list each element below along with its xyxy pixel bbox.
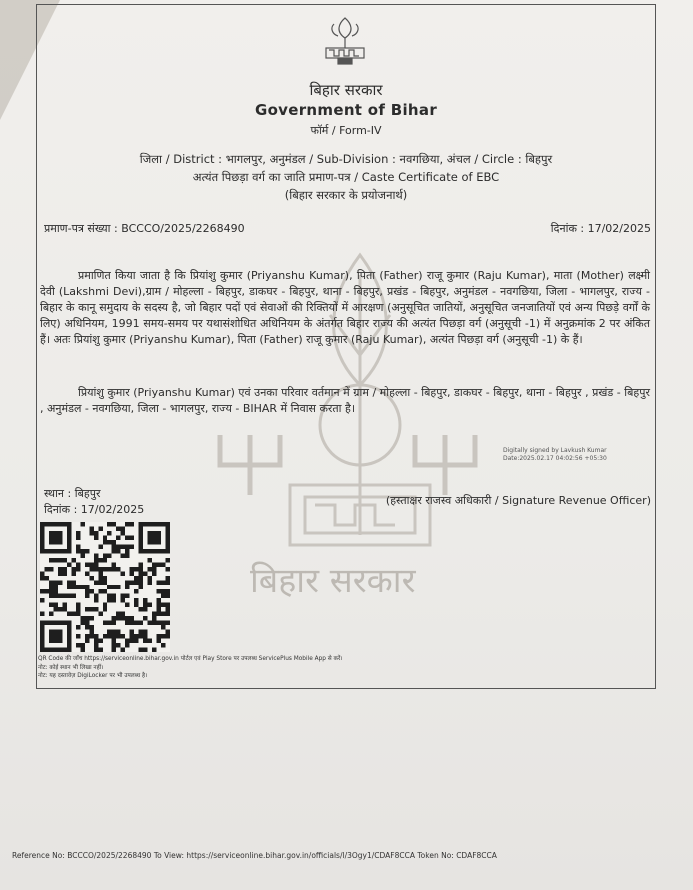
- digital-signature: [503, 447, 607, 463]
- digital-signature-date: Date:2025.02.17 04:02:56 +05:30: [503, 455, 607, 462]
- qr-note-line: नोट: यह दस्तावेज़ DigiLocker पर भी उपलब्ध है।: [38, 673, 148, 679]
- certificate-date: दिनांक : 17/02/2025: [550, 222, 651, 235]
- signatory-label: (हस्ताक्षर राजस्व अधिकारी / Signature Revenue Officer): [385, 494, 651, 507]
- qr-notes: [38, 655, 343, 681]
- qr-note-line: QR Code की जाँच https://serviceonline.bihar.gov.in पोर्टल एवं Play Store पर उपलब्ध ServicePlus Mobile App से करें।: [38, 656, 343, 662]
- title-hindi: बिहार सरकार: [309, 81, 383, 99]
- state-emblem-icon: [320, 14, 370, 66]
- issue-date: दिनांक : 17/02/2025: [44, 503, 145, 516]
- watermark-text: बिहार सरकार: [250, 561, 416, 601]
- reference-footer: Reference No: BCCCO/2025/2268490 To View: https://serviceonline.bihar.gov.in/officials/l/3Ogy1/CDAF8CCA Token No: CDAF8CCA: [12, 851, 497, 860]
- digital-signature-signer: Digitally signed by Lavkush Kumar: [503, 447, 607, 454]
- issue-place: स्थान : बिहपुर: [44, 487, 101, 500]
- certificate-number: प्रमाण-पत्र संख्या : BCCCO/2025/2268490: [44, 222, 245, 235]
- certificate-purpose: (बिहार सरकार के प्रयोजनार्थ): [284, 188, 408, 202]
- jurisdiction-line: जिला / District : भागलपुर, अनुमंडल / Sub-Division : नवगछिया, अंचल / Circle : बिहपुर: [139, 152, 553, 166]
- form-label: फॉर्म / Form-IV: [310, 124, 382, 137]
- issue-place-date: [44, 486, 144, 518]
- certificate-paragraph-2: प्रियांशु कुमार (Priyanshu Kumar) एवं उनका परिवार वर्तमान में ग्राम / मोहल्ला - बिहपुर, डाकघर - बिहपुर, थाना - बिहपुर , प्रखंड - बिहपुर , अनुमंडल - नवगछिया, जिला - भागलपुर, राज्य - BIHAR में निवास करता है।: [40, 386, 650, 415]
- title-english: Government of Bihar: [254, 101, 438, 119]
- qr-note-line: नोट: कोई स्थान भी लिखा नहीं।: [38, 664, 104, 671]
- certificate-title: अत्यंत पिछड़ा वर्ग का जाति प्रमाण-पत्र / Caste Certificate of EBC: [192, 170, 500, 184]
- qr-code: [40, 522, 170, 652]
- certificate-paragraph-1: प्रमाणित किया जाता है कि प्रियांशु कुमार (Priyanshu Kumar), पिता (Father) राजू कुमार (Raju Kumar), माता (Mother) लक्ष्मी देवी (Lakshmi Devi),ग्राम / मोहल्ला - बिहपुर, डाकघर - बिहपुर, थाना - बिहपुर, प्रखंड - बिहपुर, अनुमंडल - नवगछिया, जिला - भागलपुर, राज्य - बिहार के कानू समुदाय के सदस्य है, जो बिहार पदों एवं सेवाओं की रिक्तियों में आरक्षण (अनुसूचित जातियों, अनुसूचित जनजातियों एवं अन्य पिछड़े वर्गों के लिए) अधिनियम, 1991 समय-समय पर यथासंशोधित अधिनियम के अंतर्गत बिहार राज्य की अत्यंत पिछड़ा वर्ग (अनुसूची -1) में अनुक्रमांक 2 पर अंकित हैं। अतः प्रियांशु कुमार (Priyanshu Kumar), पिता (Father) राजू कुमार (Raju Kumar), अत्यंत पिछड़ा वर्ग (अनुसूची -1) के हैं।: [40, 269, 650, 346]
